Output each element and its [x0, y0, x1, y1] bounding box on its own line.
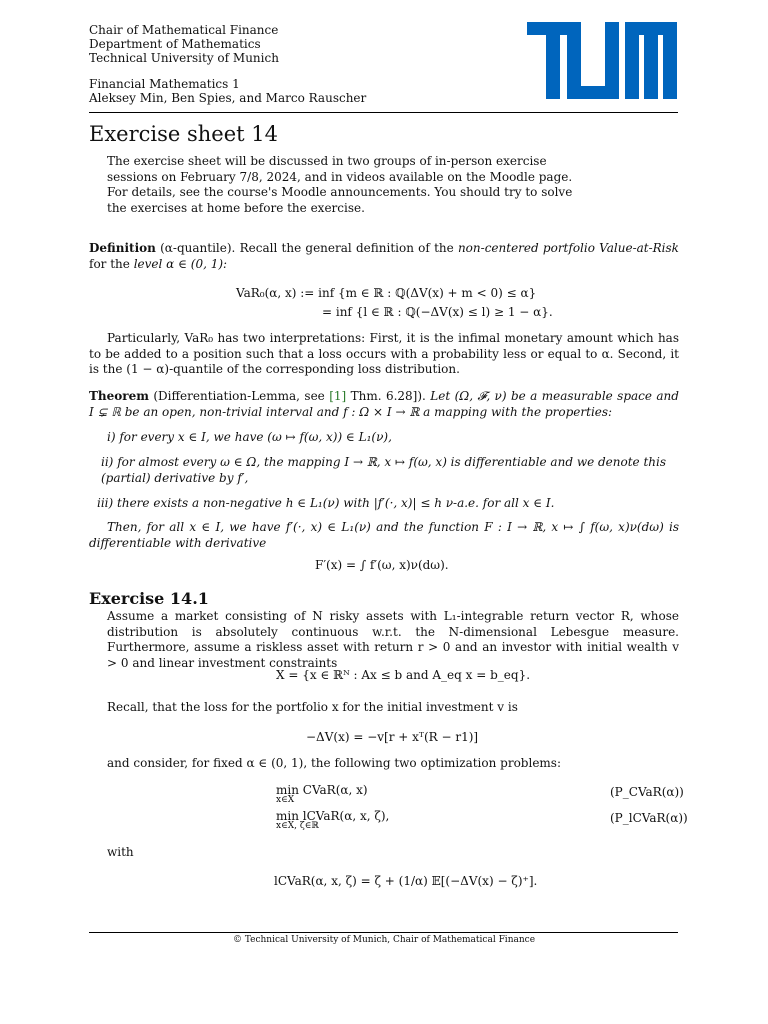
- var-equation-2: = inf {l ∈ ℝ : ℚ(−ΔV(x) ≤ l) ≥ 1 − α}.: [322, 305, 553, 319]
- chair-name: Chair of Mathematical Finance: [89, 23, 279, 37]
- tum-logo: [527, 22, 677, 99]
- derivative-equation: F′(x) = ∫ f′(ω, x)ν(dω).: [315, 558, 449, 572]
- department-name: Department of Mathematics: [89, 37, 261, 51]
- list-item: [97, 496, 679, 512]
- intro-paragraph: The exercise sheet will be discussed in two groups of in-person exercise sessions on February 7/8, 2024, and in videos available on the Moodle page. For details, see the course's Moodle announcements. You should try to solve the exercises at home before the exercise.: [107, 154, 573, 215]
- cvar-problem-tag: (P_CVaR(α)): [610, 785, 684, 799]
- with-text: with: [107, 845, 134, 859]
- theorem-text: Let (Ω, 𝓕, ν) be a measurable space and I ⊊ ℝ be an open, non-trivial interval and f : Ω × I → ℝ a mapping with the properties:: [89, 389, 679, 419]
- exercise-paragraph-3: and consider, for fixed α ∈ (0, 1), the following two optimization problems:: [107, 756, 562, 770]
- lcvar-definition-equation: lCVaR(α, x, ζ) = ζ + (1/α) 𝔼[(−ΔV(x) − ζ)⁺].: [274, 874, 538, 888]
- header-course: [89, 77, 366, 105]
- theorem-conclusion: Then, for all x ∈ I, we have f′(·, x) ∈ L₁(ν) and the function F : I → ℝ, x ↦ ∫ f(ω, x)ν(dω) is differentiable with derivative: [89, 520, 679, 550]
- list-item: [101, 455, 679, 486]
- header-rule: [89, 112, 678, 113]
- cvar-problem: [276, 783, 368, 805]
- exercise-paragraph-2: Recall, that the loss for the portfolio x for the initial investment v is: [107, 700, 518, 714]
- university-name: Technical University of Munich: [89, 51, 279, 65]
- definition-term: non-centered portfolio Value-at-Risk: [457, 241, 679, 255]
- course-name: Financial Mathematics 1: [89, 77, 240, 91]
- item-number: i): [107, 430, 116, 444]
- page-title: Exercise sheet 14: [89, 122, 278, 146]
- authors: Aleksey Min, Ben Spies, and Marco Rauscher: [89, 91, 367, 105]
- definition-name: (α-quantile).: [160, 241, 236, 255]
- citation-link[interactable]: [1]: [329, 389, 347, 403]
- definition-text-a: Recall the general definition of the: [239, 241, 454, 255]
- footer-rule: [89, 932, 678, 933]
- theorem-block: [89, 389, 679, 420]
- definition-block: [89, 241, 679, 272]
- cvar-objective: min CVaR(α, x): [276, 783, 368, 797]
- theorem-name-a: (Differentiation-Lemma, see: [153, 389, 325, 403]
- loss-equation: −ΔV(x) = −v[r + xᵀ(R − r1)]: [306, 730, 479, 744]
- exercise-paragraph-1: Assume a market consisting of N risky assets with L₁-integrable return vector R, whose distribution is absolutely continuous w.r.t. the N-dimensional Lebesgue measure. Furthermore, assume a riskless asset with return r > 0 and an investor with initial wealth v > 0 and linear investment constraints: [107, 609, 679, 670]
- item-text: for every x ∈ I, we have (ω ↦ f(ω, x)) ∈ L₁(ν),: [119, 430, 392, 444]
- theorem-label: Theorem: [89, 389, 149, 403]
- item-number: ii): [101, 455, 114, 469]
- definition-label: Definition: [89, 241, 156, 255]
- constraint-set-equation: X = {x ∈ ℝᴺ : Ax ≤ b and A_eq x = b_eq}.: [276, 668, 531, 682]
- lcvar-problem: [276, 809, 389, 831]
- theorem-name-b: Thm. 6.28]).: [350, 389, 426, 403]
- lcvar-objective: min lCVaR(α, x, ζ),: [276, 809, 390, 823]
- item-text: there exists a non-negative h ∈ L₁(ν) with |f′(·, x)| ≤ h ν-a.e. for all x ∈ I.: [117, 496, 555, 510]
- footer-text: © Technical University of Munich, Chair of Mathematical Finance: [232, 935, 536, 945]
- definition-level: level α ∈ (0, 1):: [133, 256, 228, 271]
- lcvar-constraint: x∈X, ζ∈ℝ: [276, 821, 319, 831]
- definition-text-b: for the: [89, 256, 130, 271]
- item-text: for almost every ω ∈ Ω, the mapping I → ℝ, x ↦ f(ω, x) is differentiable and we denote this (partial) derivative by f′,: [101, 455, 667, 485]
- definition-explanation: Particularly, VaR₀ has two interpretations: First, it is the infimal monetary amount which has to be added to a position such that a loss occurs with a probability less or equal to α. Second, it is the (1 − α)-quantile of the corresponding loss distribution.: [89, 331, 679, 376]
- lcvar-problem-tag: (P_lCVaR(α)): [610, 811, 688, 825]
- list-item: [107, 430, 679, 446]
- cvar-constraint: x∈X: [276, 795, 295, 805]
- var-equation-1: VaR₀(α, x) := inf {m ∈ ℝ : ℚ(ΔV(x) + m < 0) ≤ α}: [236, 286, 537, 300]
- exercise-title: Exercise 14.1: [89, 589, 209, 608]
- header-affiliation: [89, 23, 279, 65]
- item-number: iii): [97, 496, 114, 510]
